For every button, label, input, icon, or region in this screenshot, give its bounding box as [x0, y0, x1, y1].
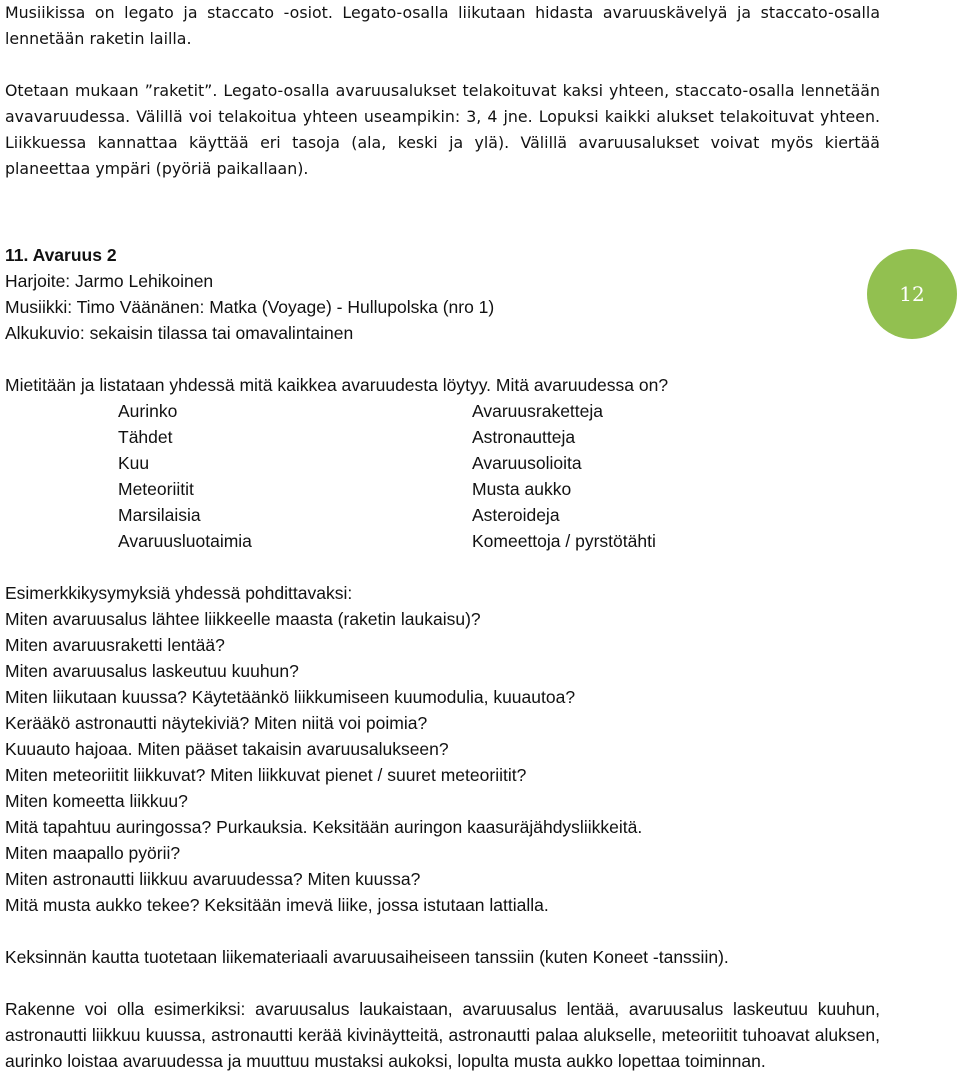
question-item: Miten avaruusalus lähtee liikkeelle maasta (raketin laukaisu)? [5, 609, 481, 629]
space-item: Avaruusolioita [472, 453, 582, 473]
space-item: Marsilaisia [118, 505, 201, 525]
music-line: Musiikki: Timo Väänänen: Matka (Voyage) - Hullupolska (nro 1) [5, 297, 495, 317]
question-item: Miten avaruusraketti lentää? [5, 635, 225, 655]
question-item: Miten astronautti liikkuu avaruudessa? Miten kuussa? [5, 869, 421, 889]
starting-position-line: Alkukuvio: sekaisin tilassa tai omavalintainen [5, 323, 354, 343]
space-item: Aurinko [118, 401, 178, 421]
space-items-list [118, 398, 880, 554]
question-item: Miten komeetta liikkuu? [5, 791, 188, 811]
intro-paragraph-2: Otetaan mukaan ”raketit”. Legato-osalla avaruusalukset telakoituvat kaksi yhteen, staccato-osalla lennetään avavaruudessa. Välillä voi telakoitua yhteen useampikin: 3, 4 jne. Lopuksi kaikki alukset telakoituvat yhteen. Liikkuessa kannattaa käyttää eri tasoja (ala, keski ja ylä). Välillä avaruusalukset voivat myös kiertää planeettaa ympäri (pyöriä paikallaan). [5, 81, 880, 178]
space-item: Avaruusraketteja [472, 401, 604, 421]
question-item: Miten avaruusalus laskeutuu kuuhun? [5, 661, 299, 681]
discovery-paragraph: Keksinnän kautta tuotetaan liikemateriaali avaruusaiheiseen tanssiin (kuten Koneet -tanssiin). [5, 947, 729, 967]
question-item: Miten liikutaan kuussa? Käytetäänkö liikkumiseen kuumodulia, kuuautoa? [5, 687, 576, 707]
page-number: 12 [899, 282, 925, 306]
space-item: Meteoriitit [118, 479, 194, 499]
space-item: Komeettoja / pyrstötähti [472, 531, 656, 551]
spacer [5, 554, 880, 580]
question-item: Miten maapallo pyörii? [5, 843, 181, 863]
space-item: Tähdet [118, 427, 173, 447]
choreographer-line: Harjoite: Jarmo Lehikoinen [5, 271, 214, 291]
page-number-badge [867, 249, 957, 339]
question-item: Kuuauto hajoaa. Miten pääset takaisin avaruusalukseen? [5, 739, 449, 759]
space-item: Asteroideja [472, 505, 560, 525]
intro-paragraph-1: Musiikissa on legato ja staccato -osiot. Legato-osalla liikutaan hidasta avaruuskävelyä ja staccato-osalla lennetään raketin lailla. [5, 3, 880, 48]
question-item: Mitä tapahtuu auringossa? Purkauksia. Keksitään auringon kaasuräjähdysliikkeitä. [5, 817, 643, 837]
questions-list [5, 606, 880, 918]
question-item: Miten meteoriitit liikkuvat? Miten liikkuvat pienet / suuret meteoriitit? [5, 765, 527, 785]
brainstorm-prompt: Mietitään ja listataan yhdessä mitä kaikkea avaruudesta löytyy. Mitä avaruudessa on? [5, 375, 669, 395]
question-item: Kerääkö astronautti näytekiviä? Miten niitä voi poimia? [5, 713, 428, 733]
spacer [5, 918, 880, 944]
question-item: Mitä musta aukko tekee? Keksitään imevä liike, jossa istutaan lattialla. [5, 895, 549, 915]
questions-heading: Esimerkkikysymyksiä yhdessä pohdittavaksi: [5, 583, 353, 603]
section-title: 11. Avaruus 2 [5, 245, 117, 265]
space-item: Avaruusluotaimia [118, 531, 252, 551]
space-item: Astronautteja [472, 427, 576, 447]
spacer [5, 346, 880, 372]
space-item: Musta aukko [472, 479, 572, 499]
space-item: Kuu [118, 453, 150, 473]
document-page [5, 0, 880, 1074]
structure-paragraph: Rakenne voi olla esimerkiksi: avaruusalus laukaistaan, avaruusalus lentää, avaruusalus laskeutuu kuuhun, astronautti liikkuu kuussa, astronautti kerää kivinäytteitä, astronautti palaa alukselle, meteoriitit tuhoavat aluksen, aurinko loistaa avaruudessa ja muuttuu mustaksi aukoksi, lopulta musta aukko lopettaa toiminnan. [5, 999, 880, 1071]
spacer [5, 970, 880, 996]
